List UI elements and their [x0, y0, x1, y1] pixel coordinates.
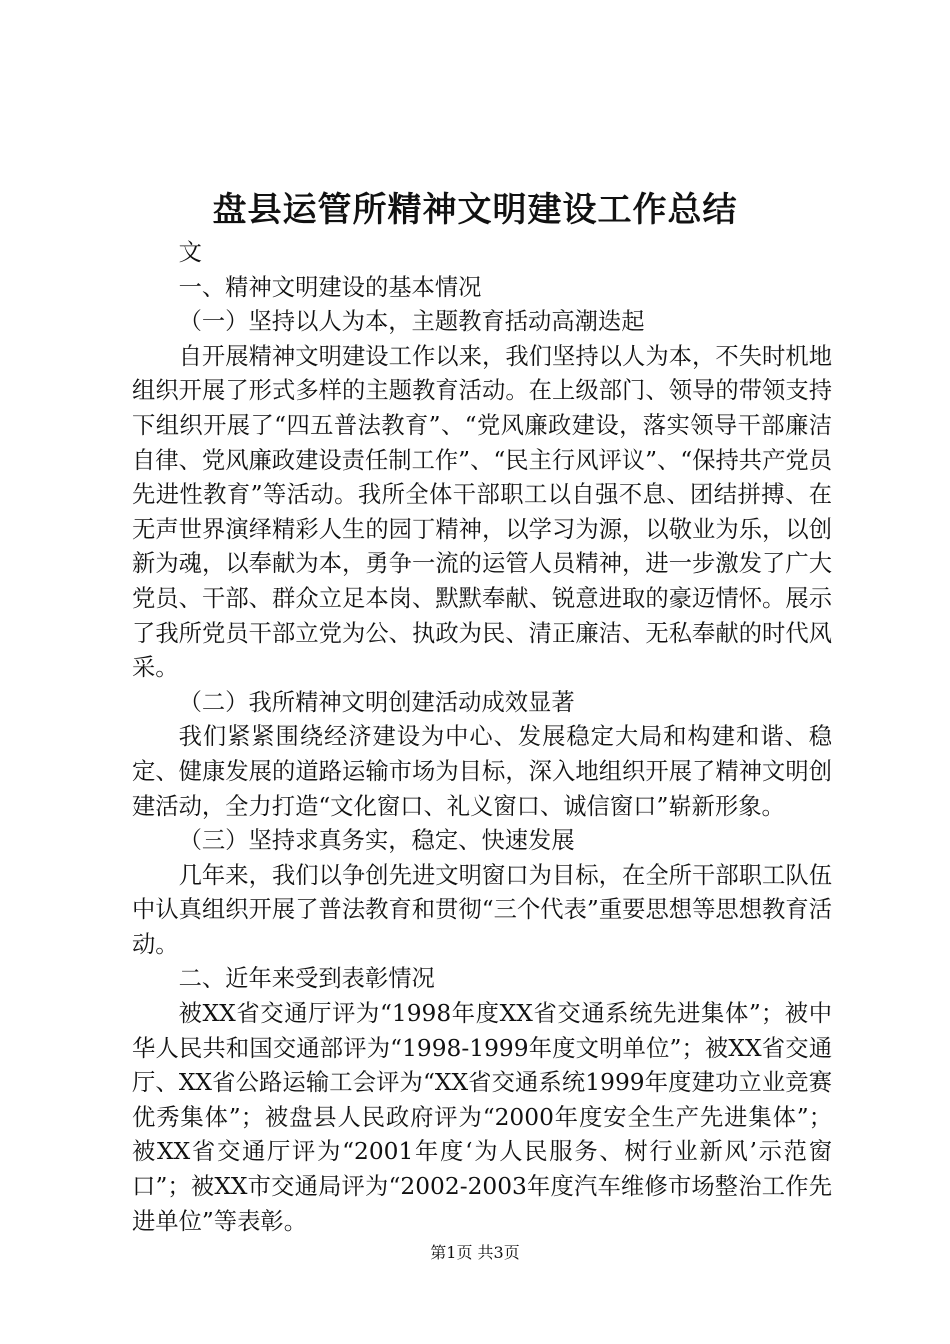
paragraph-section-2: 被XX省交通厅评为“1998年度XX省交通系统先进集体”；被中华人民共和国交通部评为“1998-1999年度文明单位”；被XX省交通厅、XX省公路运输工会评为“XX省交通系统1999年度建功立业竞赛优秀集体”；被盘县人民政府评为“2000年度安全生产先进集体”；被XX省交通厅评为“2001年度‘为人民服务、树行业新风’示范窗口”；被XX市交通局评为“2002-2003年度汽车维修市场整治工作先进单位”等表彰。 — [132, 1000, 832, 1235]
heading-section-2: 二、近年来受到表彰情况 — [178, 965, 435, 993]
document-body — [132, 236, 832, 1239]
heading-section-1: 一、精神文明建设的基本情况 — [178, 273, 482, 301]
paragraph-subsection-3: 几年来，我们以争创先进文明窗口为目标，在全所干部职工队伍中认真组织开展了普法教育和贯彻“三个代表”重要思想等思想教育活动。 — [132, 861, 832, 958]
heading-subsection-2: （二）我所精神文明创建活动成效显著 — [178, 688, 575, 716]
heading-subsection-3: （三）坚持求真务实，稳定、快速发展 — [178, 827, 575, 855]
page-number: 第1页 共3页 — [430, 1243, 520, 1262]
paragraph-subsection-1: 自开展精神文明建设工作以来，我们坚持以人为本，不失时机地组织开展了形式多样的主题教育活动。在上级部门、领导的带领支持下组织开展了“四五普法教育”、“党风廉政建设，落实领导干部廉洁自律、党风廉政建设责任制工作”、“民主行风评议”、“保持共产党员先进性教育”等活动。我所全体干部职工以自强不息、团结拼搏、在无声世界演绎精彩人生的园丁精神，以学习为源，以敬业为乐，以创新为魂，以奉献为本，勇争一流的运管人员精神，进一步激发了广大党员、干部、群众立足本岗、默默奉献、锐意进取的豪迈情怀。展示了我所党员干部立党为公、执政为民、清正廉洁、无私奉献的时代风采。 — [132, 342, 832, 682]
heading-subsection-1: （一）坚持以人为本，主题教育括动高潮迭起 — [178, 308, 645, 336]
document-title: 盘县运管所精神文明建设工作总结 — [212, 190, 738, 230]
paragraph-intro: 文 — [178, 239, 202, 266]
paragraph-subsection-2: 我们紧紧围绕经济建设为中心、发展稳定大局和构建和谐、稳定、健康发展的道路运输市场为目标，深入地组织开展了精神文明创建活动，全力打造“文化窗口、礼义窗口、诚信窗口”崭新形象。 — [132, 723, 832, 820]
